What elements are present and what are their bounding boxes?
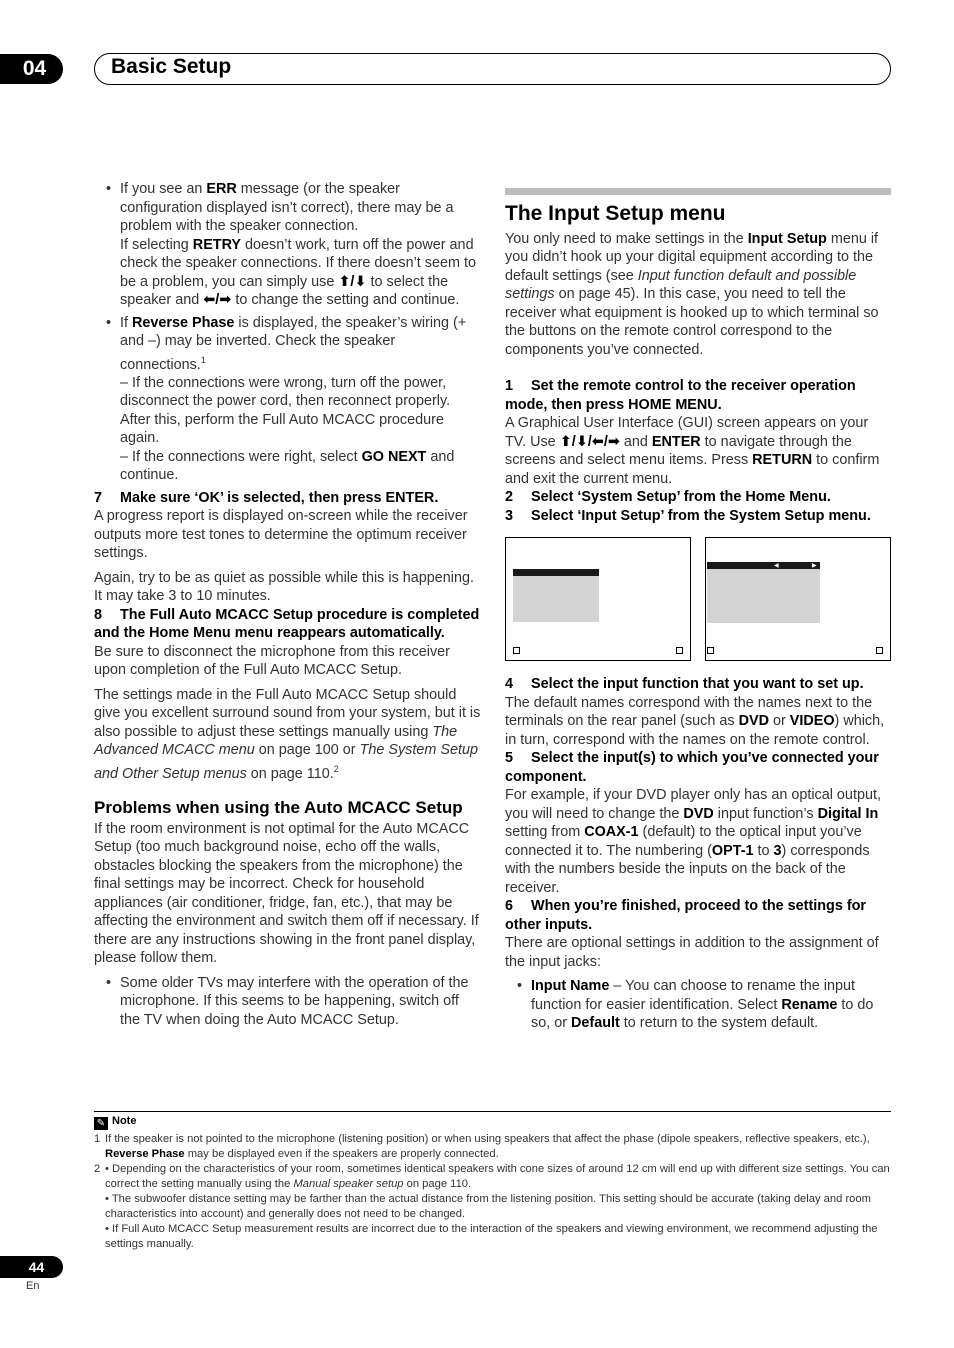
footnote-2-item: • If Full Auto MCACC Setup measurement results are incorrect due to the interaction of the speakers and viewing environment, we recommend adjusting the settings manually. <box>105 1223 878 1250</box>
paragraph: There are optional settings in addition to the assignment of the input jacks: <box>505 935 879 970</box>
note-pencil-icon: ✎ <box>94 1117 108 1130</box>
footnotes <box>94 1132 891 1252</box>
arrow-left-icon: ◀ <box>774 563 779 569</box>
page-number: 44 <box>0 1256 63 1278</box>
paragraph: The default names correspond with the names next to the terminals on the rear panel (such as DVD or VIDEO) which, in turn, correspond with the names on the remote control. <box>505 694 885 748</box>
step-6: 6 When you’re finished, proceed to the settings for other inputs. <box>505 898 867 933</box>
screen-corner-icon <box>513 647 520 654</box>
problems-heading: Problems when using the Auto MCACC Setup <box>94 798 463 818</box>
arrow-keys-icon: ⬆/⬇/⬅/➡ <box>559 433 620 450</box>
right-column <box>505 188 891 1037</box>
paragraph: A Graphical User Interface (GUI) screen appears on your TV. Use ⬆/⬇/⬅/➡ and ENTER to navigate through the screens and select menu items. Press RETURN to confirm and exit the current menu. <box>505 415 880 487</box>
paragraph: For example, if your DVD player only has an optical output, you will need to change the DVD input function’s Digital In setting from COAX-1 (default) to the optical input you’ve connected it to. The numbering (OPT-1 to 3) corresponds with the numbers beside the inputs on the back of the receiver. <box>505 787 881 896</box>
section-divider <box>505 188 891 195</box>
left-column <box>94 180 482 1033</box>
step-2: 2 Select ‘System Setup’ from the Home Menu. <box>505 489 831 505</box>
screen-corner-icon <box>676 647 683 654</box>
note-heading: ✎ Note <box>94 1115 136 1130</box>
arrow-up-down-icon: ⬆/⬇ <box>338 273 367 290</box>
footnote-2-item: • The subwoofer distance setting may be farther than the actual distance from the listening position. This setting should be accurate (taking delay and room characteristics into account) and generally does not need to be changed. <box>105 1193 871 1220</box>
screen-title-bar <box>513 569 599 576</box>
paragraph: A progress report is displayed on-screen while the receiver outputs more test tones to determine the optimum receiver settings. <box>94 508 468 562</box>
system-setup-screen <box>705 537 891 661</box>
step-1: 1 Set the remote control to the receiver operation mode, then press HOME MENU. <box>505 378 856 413</box>
bullet-input-name: • Input Name – You can choose to rename the input function for easier identification. Select Rename to do so, or Default to return to the system default. <box>517 978 874 1031</box>
chapter-title-frame <box>94 53 891 85</box>
arrow-right-icon: ▶ <box>812 563 817 569</box>
footnote-1: 1 If the speaker is not pointed to the microphone (listening position) or when using speakers that affect the phase (dipole speakers, reflective speakers, etc.), Reverse Phase may be displayed even if the speakers are properly connected. <box>94 1133 870 1160</box>
page-language: En <box>26 1280 40 1292</box>
chapter-title: Basic Setup <box>111 55 232 78</box>
step-5: 5 Select the input(s) to which you’ve connected your component. <box>505 750 879 785</box>
footnote-2: 2 • Depending on the characteristics of your room, sometimes identical speakers with cone sizes of around 12 cm will end up with different size settings. You can correct the setting manually using the Manual speaker setup on page 110. <box>94 1163 890 1190</box>
home-menu-screen <box>505 537 691 661</box>
section-heading: The Input Setup menu <box>505 202 726 225</box>
gui-screen-illustrations <box>505 537 891 661</box>
paragraph: The settings made in the Full Auto MCACC Setup should give you excellent surround sound from your system, but it is also possible to adjust these settings manually using The Advanced MCACC menu on page 100 or The System Setup and Other Setup menus on page 110.$^2$ <box>94 686 481 782</box>
step-8: 8 The Full Auto MCACC Setup procedure is completed and the Home Menu menu reappears automatically. <box>94 606 480 642</box>
screen-corner-icon <box>876 647 883 654</box>
paragraph: If the room environment is not optimal for the Auto MCACC Setup (too much background noise, echo off the walls, obstacles blocking the speakers from the microphone) the final settings may be incorrect. Check for household appliances (air conditioner, fridge, fan, etc.), that may be affecting the environment and switch them off if necessary. If there are any instructions showing in the front panel display, please follow them. <box>94 820 479 967</box>
paragraph: You only need to make settings in the Input Setup menu if you didn’t hook up your digital equipment according to the default settings (see Input function default and possible settings on page 45). In this case, you need to tell the receiver what equipment is hooked up to which terminal so the buttons on the remote control correspond to the components you’ve connected. <box>505 230 879 358</box>
bullet-err-message: • If you see an ERR message (or the speaker configuration displayed isn’t correct), there may be a problem with the speaker connection. If selecting RETRY doesn’t work, turn off the power and check the speaker connections. If there doesn’t seem to be a problem, you can simply use ⬆/⬇ to select the speaker and ⬅/➡ to change the setting and continue. <box>106 181 476 308</box>
step-3: 3 Select ‘Input Setup’ from the System Setup menu. <box>505 507 871 524</box>
step-4: 4 Select the input function that you want to set up. <box>505 676 864 692</box>
paragraph: Be sure to disconnect the microphone from this receiver upon completion of the Full Auto MCACC Setup. <box>94 643 450 679</box>
chapter-number: 04 <box>0 54 63 84</box>
arrow-left-right-icon: ⬅/➡ <box>203 292 232 308</box>
screen-title-bar <box>707 562 820 569</box>
step-7: 7 Make sure ‘OK’ is selected, then press ENTER. <box>94 489 439 506</box>
bullet-reverse-phase: • If Reverse Phase is displayed, the speaker’s wiring (+ and –) may be inverted. Check the speaker connections.$^1$ – If the connections were wrong, turn off the power, disconnect the power cord, then reconnect properly. After this, perform the Full Auto MCACC procedure again. – If the connections were right, select GO NEXT and continue. <box>106 314 467 484</box>
notes-divider <box>94 1111 891 1112</box>
screen-corner-icon <box>707 647 714 654</box>
paragraph: Again, try to be as quiet as possible while this is happening. It may take 3 to 10 minutes. <box>94 569 474 605</box>
screen-menu-panel <box>707 569 820 623</box>
screen-menu-panel <box>513 576 599 622</box>
bullet-older-tvs: • Some older TVs may interfere with the operation of the microphone. If this seems to be happening, switch off the TV when doing the Auto MCACC Setup. <box>106 974 469 1028</box>
